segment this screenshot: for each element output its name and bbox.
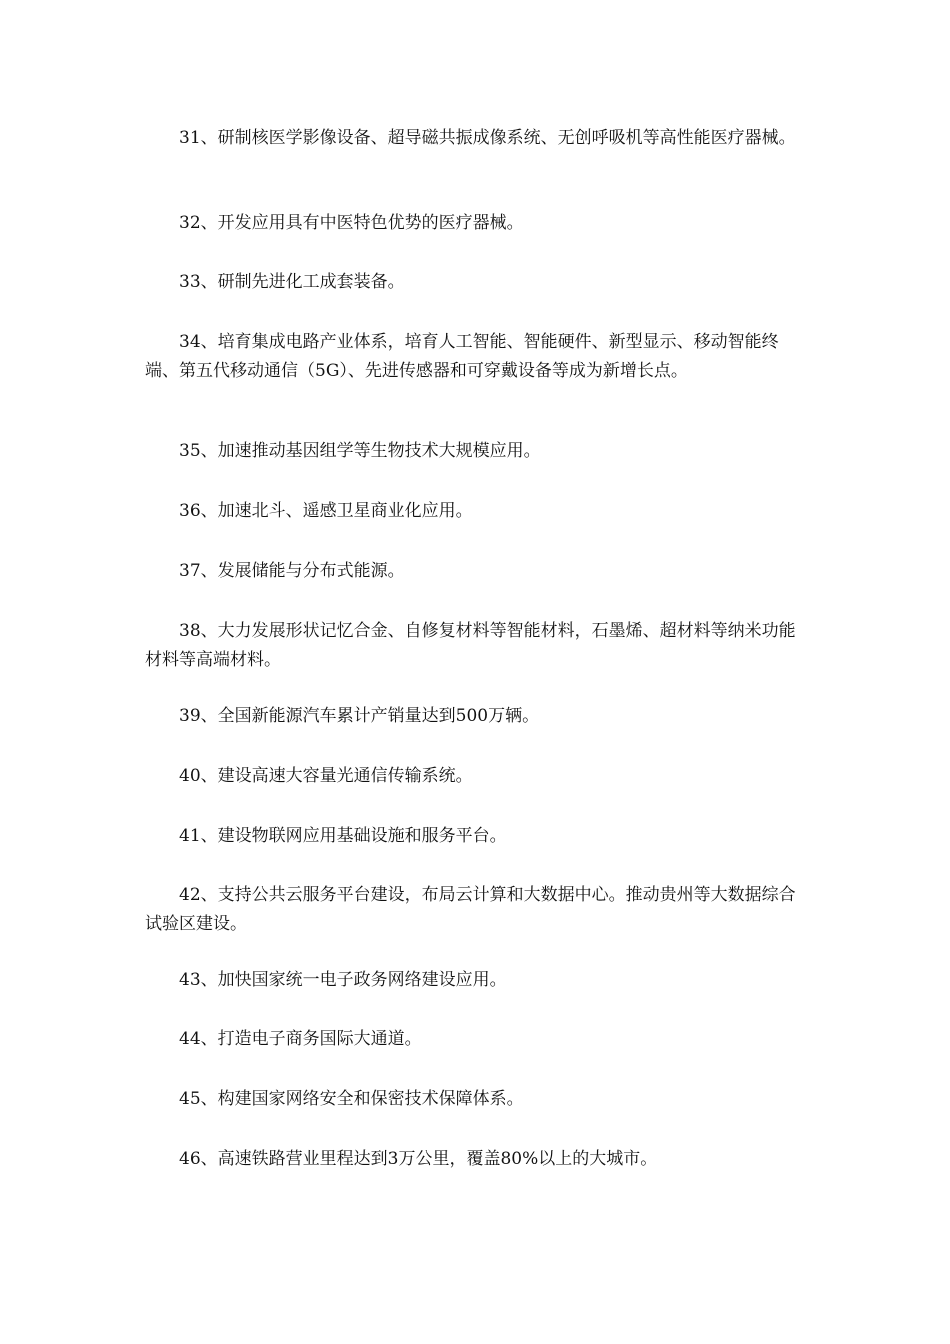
paragraph-39: 39、全国新能源汽车累计产销量达到500万辆。 bbox=[179, 706, 540, 726]
paragraph-36: 36、加速北斗、遥感卫星商业化应用。 bbox=[179, 501, 473, 521]
paragraph-34: 34、培育集成电路产业体系，培育人工智能、智能硬件、新型显示、移动智能终端、第五代移动通信（5G）、先进传感器和可穿戴设备等成为新增长点。 bbox=[145, 332, 779, 381]
paragraph-40: 40、建设高速大容量光通信传输系统。 bbox=[179, 766, 473, 786]
paragraph-42: 42、支持公共云服务平台建设，布局云计算和大数据中心。推动贵州等大数据综合试验区建设。 bbox=[145, 885, 796, 934]
paragraph-32: 32、开发应用具有中医特色优势的医疗器械。 bbox=[179, 213, 524, 233]
paragraph-45: 45、构建国家网络安全和保密技术保障体系。 bbox=[179, 1089, 524, 1109]
paragraph-44: 44、打造电子商务国际大通道。 bbox=[179, 1029, 422, 1049]
paragraph-31: 31、研制核医学影像设备、超导磁共振成像系统、无创呼吸机等高性能医疗器械。 bbox=[179, 128, 796, 148]
paragraph-46: 46、高速铁路营业里程达到3万公里，覆盖80%以上的大城市。 bbox=[179, 1149, 658, 1169]
paragraph-37: 37、发展储能与分布式能源。 bbox=[179, 561, 405, 581]
paragraph-41: 41、建设物联网应用基础设施和服务平台。 bbox=[179, 826, 507, 846]
paragraph-33: 33、研制先进化工成套装备。 bbox=[179, 272, 405, 292]
paragraph-38: 38、大力发展形状记忆合金、自修复材料等智能材料，石墨烯、超材料等纳米功能材料等高端材料。 bbox=[145, 621, 796, 670]
paragraph-43: 43、加快国家统一电子政务网络建设应用。 bbox=[179, 970, 507, 990]
paragraph-35: 35、加速推动基因组学等生物技术大规模应用。 bbox=[179, 441, 541, 461]
